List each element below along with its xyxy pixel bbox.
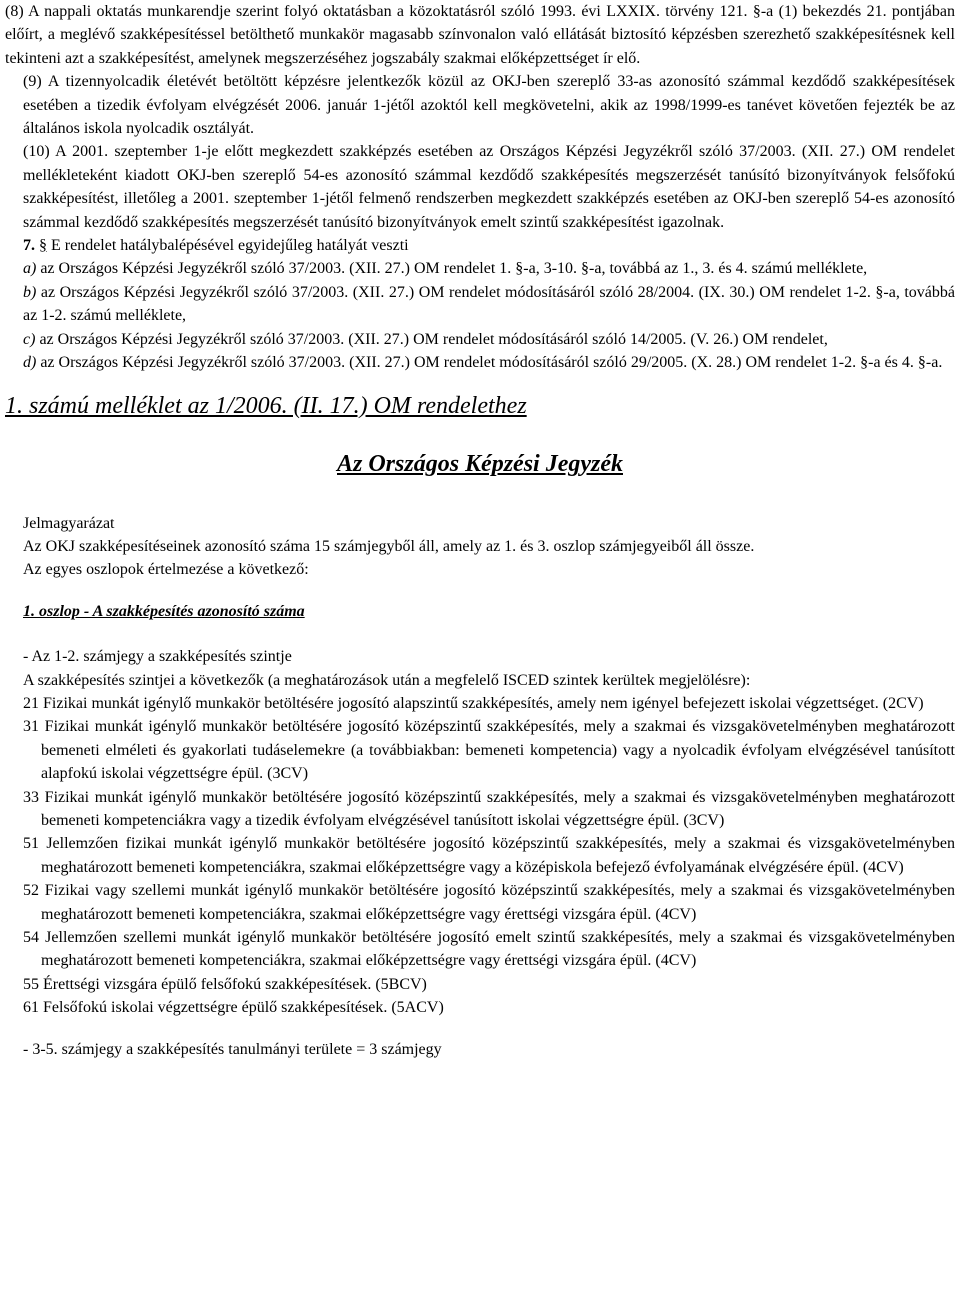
repeal-item-d	[5, 351, 955, 374]
list-item: 33 Fizikai munkát igénylő munkakör betöltésére jogosító középszintű szakképesítés, mely a szakmai és vizsgakövetelményben meghatározott bemeneti kompetenciákra vagy a tizedik évfolyam elvégzésével tanúsított iskolai végzettségre épül. (3CV)	[23, 788, 955, 829]
repeal-item-letter: a)	[23, 260, 37, 278]
section-7-number: 7.	[23, 237, 35, 255]
paragraph-9: (9) A tizennyolcadik életévét betöltött képzésre jelentkezők közül az OKJ-ben szereplő 33-as azonosító számmal kezdődő szakképesítések esetében a tizedik évfolyam elvégzését 2006. január 1-jétől azoktól kell megkövetelni, akik az 1998/1999-es tanévet követően fejezték be az általános iskola nyolcadik osztályát.	[23, 73, 955, 138]
repeal-item-letter: c)	[23, 330, 36, 348]
list-item: 51 Jellemzően fizikai munkát igénylő munkakör betöltésére jogosító középszintű szakképesítés, mely a szakmai és vizsgakövetelményben meghatározott bemeneti kompetenciákra, szakmai előképzettségre vagy a középiskola befejező évfolyamának elvégzésére épül. (4CV)	[23, 835, 955, 876]
paragraph-10: (10) A 2001. szeptember 1-je előtt megkezdett szakképzés esetében az Országos Képzési Jegyzékről szóló 37/2003. (XII. 27.) OM rendelet mellékleteként kiadott OKJ-ben szereplő 54-es azonosító számmal kezdődő szakképesítés megszerzését tanúsító bizonyítványok felsőfokú szakképesítést, illetőleg a 2001. szeptember 1-jétől felmenő rendszerben megkezdett szakképzés esetében az OKJ-ben szereplő 54-es azonosító számmal kezdődő szakképesítés megszerzését tanúsító bizonyítványok emelt szintű szakképesítést igazolnak.	[23, 143, 955, 231]
list-item: 55 Érettségi vizsgára épülő felsőfokú szakképesítések. (5BCV)	[23, 975, 427, 993]
repeal-item-letter: d)	[23, 354, 37, 372]
repeal-item-b	[5, 281, 955, 328]
repeal-item-letter: b)	[23, 283, 37, 301]
column-1-heading: 1. oszlop - A szakképesítés azonosító száma	[23, 602, 305, 620]
list-item: 21 Fizikai munkát igénylő munkakör betöltésére jogosító alapszintű szakképesítés, amely nem igényel befejezett iskolai végzettséget. (2CV)	[23, 694, 924, 712]
repeal-item-a	[5, 257, 955, 280]
list-item: 31 Fizikai munkát igénylő munkakör betöltésére jogosító középszintű szakképesítés, mely a szakmai és vizsgakövetelményben meghatározott bemeneti elméleti és gyakorlati tudáselemekre (a továbbiakban: bemeneti kompetencia) vagy a nyolcadik évfolyam elvégzésével tanúsított alapfokú iskolai végzettségre épül. (3CV)	[23, 718, 955, 783]
levels-intro: A szakképesítés szintjei a következők (a meghatározások után a megfelelő ISCED szintek kerültek megjelölésre):	[23, 671, 751, 689]
levels-list	[5, 692, 955, 1020]
repeal-item-text: az Országos Képzési Jegyzékről szóló 37/2003. (XII. 27.) OM rendelet módosításáról szóló 14/2005. (V. 26.) OM rendelet,	[35, 330, 828, 348]
repeal-item-text: az Országos Képzési Jegyzékről szóló 37/2003. (XII. 27.) OM rendelet módosításáról szóló 28/2004. (IX. 30.) OM rendelet 1-2. §-a, továbbá az 1-2. számú melléklete,	[23, 283, 955, 325]
list-item: 61 Felsőfokú iskolai végzettségre épülő szakképesítések. (5ACV)	[23, 999, 444, 1017]
annex-title: 1. számú melléklet az 1/2006. (II. 17.) OM rendelethez	[5, 392, 527, 419]
legend-line-2: Az egyes oszlopok értelmezése a következő:	[23, 561, 309, 579]
document-page	[5, 0, 955, 1061]
main-title: Az Országos Képzési Jegyzék	[337, 450, 623, 477]
digits-line: - Az 1-2. számjegy a szakképesítés szintje	[23, 648, 292, 666]
section-7-paragraph-sign: §	[39, 237, 47, 255]
repeal-item-text: az Országos Képzési Jegyzékről szóló 37/2003. (XII. 27.) OM rendelet 1. §-a, 3-10. §-a, továbbá az 1., 3. és 4. számú melléklete,	[36, 260, 868, 278]
list-item: 52 Fizikai vagy szellemi munkát igénylő munkakör betöltésére jogosító középszintű szakképesítés, mely a szakmai és vizsgakövetelményben meghatározott bemeneti kompetenciákra, szakmai előképzettségre vagy érettségi vizsgára épül. (4CV)	[23, 882, 955, 923]
study-area-line: - 3-5. számjegy a szakképesítés tanulmányi területe = 3 számjegy	[23, 1040, 442, 1058]
repeal-item-text: az Országos Képzési Jegyzékről szóló 37/2003. (XII. 27.) OM rendelet módosításáról szóló 29/2005. (X. 28.) OM rendelet 1-2. §-a és 4. §-a.	[36, 354, 943, 372]
section-7-intro	[5, 234, 955, 257]
repeal-item-c	[5, 328, 955, 351]
list-item: 54 Jellemzően szellemi munkát igénylő munkakör betöltésére jogosító emelt szintű szakképesítés, mely a szakmai és vizsgakövetelményben meghatározott bemeneti kompetenciákra, szakmai előképzettségre vagy érettségi vizsgára épül. (4CV)	[23, 929, 955, 970]
legend-heading: Jelmagyarázat	[23, 514, 115, 532]
section-7-intro-text: E rendelet hatálybalépésével egyidejűleg hatályát veszti	[47, 237, 409, 255]
paragraph-8: (8) A nappali oktatás munkarendje szerint folyó oktatásban a közoktatásról szóló 1993. évi LXXIX. törvény 121. §-a (1) bekezdés 21. pontjában előírt, a meglévő szakképesítéssel betölthető munkakör magasabb színvonalon való ellátását biztosító képzésben szerezhető szakképesítésnek kell tekinteni azt a szakképesítést, amelynek megszerzéséhez jogszabály szakmai előképzettséget ír elő.	[5, 3, 955, 67]
legend-line-1: Az OKJ szakképesítéseinek azonosító száma 15 számjegyből áll, amely az 1. és 3. oszlop számjegyeiből áll össze.	[23, 537, 755, 555]
